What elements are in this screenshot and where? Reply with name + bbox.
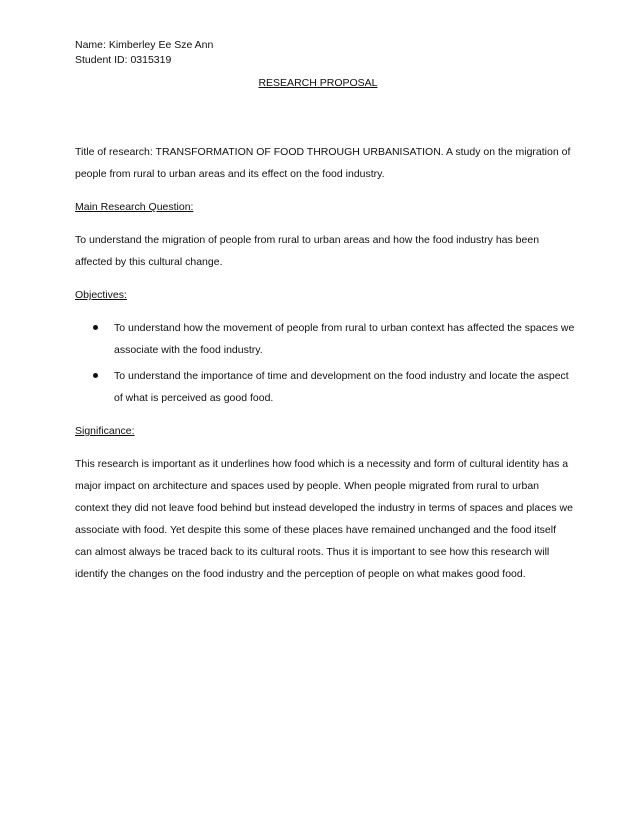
- document-heading: [0, 76, 638, 91]
- objective-item: [75, 365, 575, 409]
- objective-item: [75, 317, 575, 361]
- objective-text: To understand the importance of time and development on the food industry and locate the aspect of what is perceived as good food.: [114, 370, 569, 404]
- significance-text: This research is important as it underlines how food which is a necessity and form of cultural identity has a major impact on architecture and spaces used by people. When people migrated from rural to urban context they did not leave food behind but instead developed the industry in terms of spaces and places we associate with food. Yet despite this some of these places have remained unchanged and the food itself can almost always be traced back to its cultural roots. Thus it is important to see how this research will identify the changes on the food industry and the perception of people on what makes good food.: [75, 458, 573, 580]
- document-body: [75, 141, 575, 596]
- bullet-icon: [93, 325, 98, 330]
- main-question-text: To understand the migration of people from rural to urban areas and how the food industry has been affected by this cultural change.: [75, 234, 540, 268]
- document-heading-text: RESEARCH PROPOSAL: [258, 77, 378, 89]
- objective-text: To understand how the movement of people from rural to urban context has affected the spaces we associate with the food industry.: [114, 322, 575, 356]
- student-id: Student ID: 0315319: [75, 54, 172, 66]
- significance-heading: Significance:: [75, 425, 135, 437]
- student-name: Name: Kimberley Ee Sze Ann: [75, 39, 214, 51]
- bullet-icon: [93, 373, 98, 378]
- student-info: [75, 38, 213, 68]
- objectives-heading: Objectives:: [75, 289, 127, 301]
- research-title-paragraph: Title of research: TRANSFORMATION OF FOOD THROUGH URBANISATION. A study on the migration of people from rural to urban areas and its effect on the food industry.: [75, 146, 571, 180]
- main-question-heading: Main Research Question:: [75, 201, 194, 213]
- objectives-list: [75, 317, 575, 409]
